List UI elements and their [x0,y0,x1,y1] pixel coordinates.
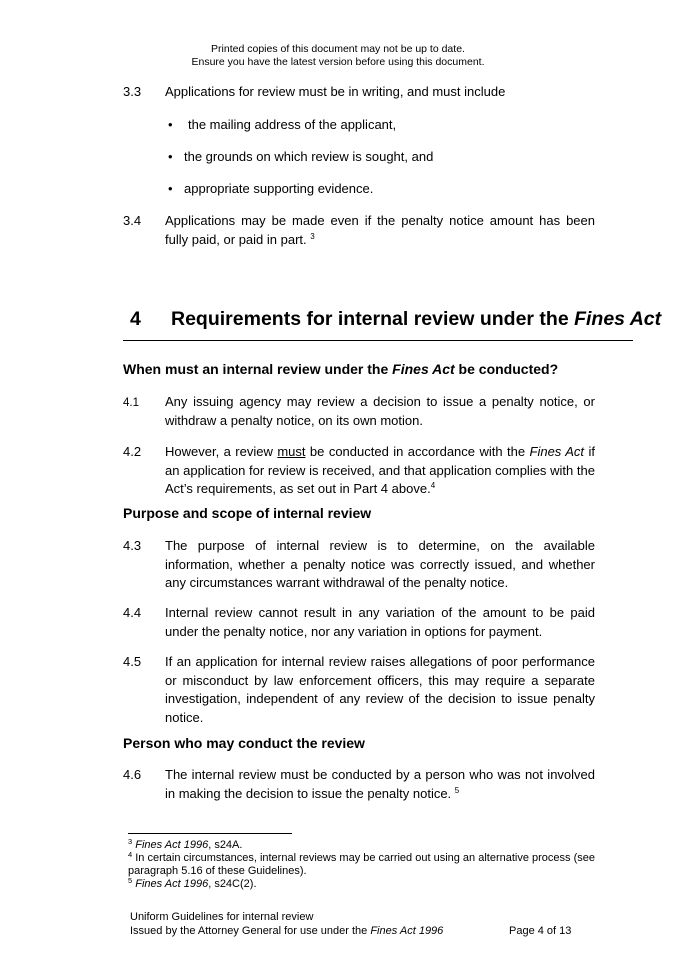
header-notice [0,43,676,69]
bullet-item-2: the grounds on which review is sought, and [184,149,434,164]
footnote-4: $^4$ In certain circumstances, internal reviews may be carried out using an alternative process (see paragraph 5.16 of these Guidelines). [128,850,595,877]
footnote-separator [128,833,292,834]
para-text-4-5: If an application for internal review raises allegations of poor performance or misconduct by law enforcement officers, this may require a separate investigation, independent of any review of the decision to issue penalty notice. [165,654,595,725]
page-number: Page 4 of 13 [509,925,572,937]
section-number: 4 [130,308,141,330]
subheading-when: When must an internal review under the Fines Act be conducted? [123,361,559,377]
para-number-4-3: 4.3 [123,538,142,553]
para-number-4-6: 4.6 [123,767,142,782]
bullet-icon: • [168,149,173,164]
para-number-3-3: 3.3 [123,84,142,99]
footer-title: Uniform Guidelines for internal review [130,911,314,923]
para-number-4-1: 4.1 [123,397,139,409]
subheading-purpose: Purpose and scope of internal review [123,505,372,521]
para-number-3-4: 3.4 [123,213,142,228]
para-text-4-4: Internal review cannot result in any variation of the amount to be paid under the penalty notice, nor any variation in options for payment. [165,605,595,639]
footnote-ref-4: 4 [430,481,436,490]
para-3-4-body: Applications may be made even if the penalty notice amount has been fully paid, or paid in part. [165,213,595,247]
bullet-icon: • [168,117,173,132]
para-text-4-1: Any issuing agency may review a decision to issue a penalty notice, or withdraw a penalty notice, on its own motion. [165,394,595,428]
section-title-text: Requirements for internal review under the [171,308,575,330]
bullet-icon: • [168,181,173,196]
para-text-3-4 [165,212,595,249]
para-number-4-4: 4.4 [123,605,142,620]
bullet-item-1: the mailing address of the applicant, [188,117,397,132]
section-rule [123,340,633,341]
para-text-4-2: However, a review must be conducted in accordance with the Fines Act if an application for review is received, and that application complies with the Act’s requirements, as set out in Part 4 above.$^4$ [165,444,595,496]
section-title [171,306,661,332]
underlined-must: must [277,444,306,459]
header-line-1: Printed copies of this document may not be up to date. [211,43,465,55]
footnote-5: $^5$ Fines Act 1996, s24C(2). [128,876,257,890]
para-number-4-5: 4.5 [123,654,142,669]
footnote-ref-3: 3 [310,231,315,241]
footer-issued: Issued by the Attorney General for use under the Fines Act 1996 [130,925,444,937]
para-text-4-6: The internal review must be conducted by a person who was not involved in making the decision to issue the penalty notice. $^5$ [165,767,595,801]
header-line-2: Ensure you have the latest version before using this document. [191,56,485,68]
section-title-italic: Fines Act [574,308,662,330]
para-text-4-3: The purpose of internal review is to determine, on the available information, whether a penalty notice was correctly issued, and whether any circumstances warrant withdrawal of the penalty notice. [165,538,595,590]
footnotes [128,839,598,891]
footnote-3: $^3$ Fines Act 1996, s24A. [128,837,243,851]
subheading-person: Person who may conduct the review [123,735,365,751]
bullet-item-3: appropriate supporting evidence. [184,181,374,196]
para-text-3-3: Applications for review must be in writing, and must include [165,84,506,99]
footnote-ref-5: 5 [454,785,460,795]
para-number-4-2: 4.2 [123,444,142,459]
